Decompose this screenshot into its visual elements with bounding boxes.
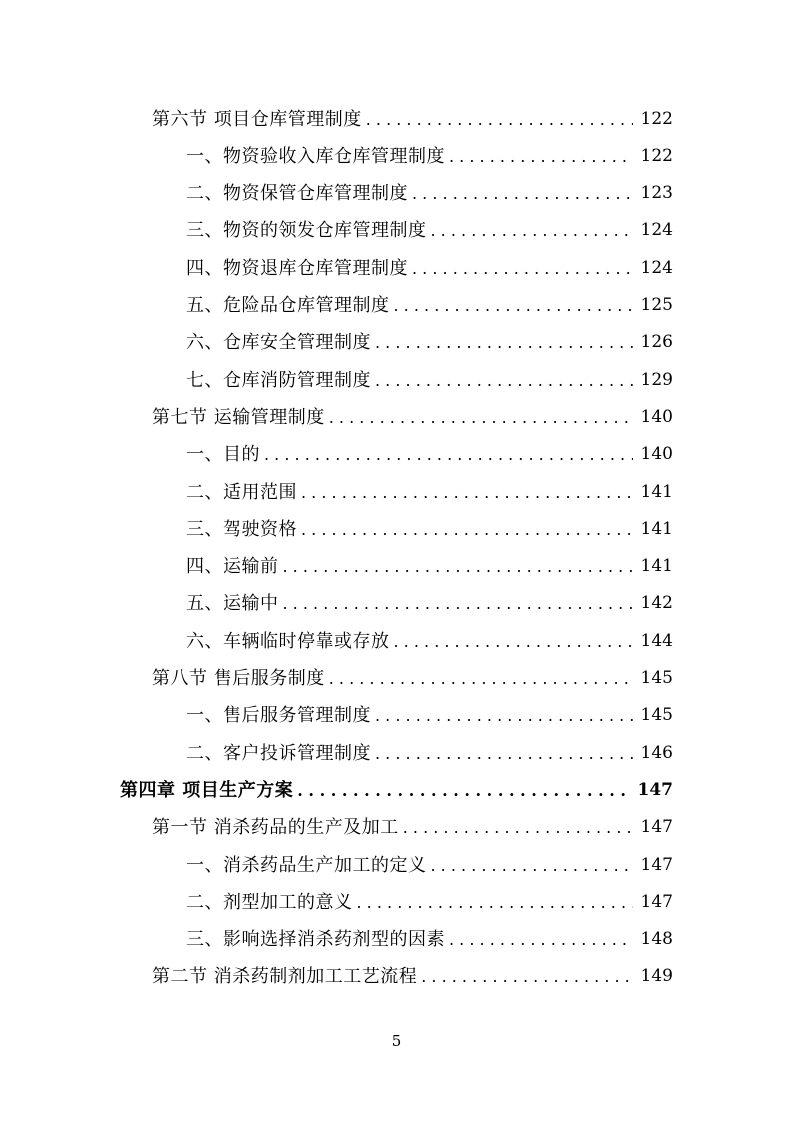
toc-entry[interactable] [152,958,673,995]
toc-entry-page: 145 [640,705,673,726]
toc-leader-dots [394,623,633,660]
toc-entry[interactable] [186,623,673,660]
toc-leader-dots [375,324,633,361]
toc-entry[interactable] [186,138,673,175]
toc-entry-page: 147 [640,891,673,912]
toc-entry[interactable] [186,212,673,249]
toc-entry-title: 二、适用范围 [186,481,297,503]
toc-entry-title: 三、影响选择消杀药剂型的因素 [186,929,445,951]
toc-entry[interactable] [186,585,673,622]
toc-entry[interactable] [152,660,673,697]
toc-entry-page: 145 [640,668,673,688]
toc-entry[interactable] [186,548,673,585]
toc-leader-dots [297,772,629,809]
toc-entry-title: 二、物资保管仓库管理制度 [186,183,408,205]
toc-leader-dots [366,101,633,138]
toc-entry[interactable] [186,847,673,884]
toc-entry[interactable] [186,287,673,324]
toc-entry-title: 七、仓库消防管理制度 [186,369,371,391]
toc-entry[interactable] [186,511,673,548]
toc-entry-page: 147 [640,854,673,875]
toc-entry-page: 146 [640,742,673,763]
toc-entry-page: 141 [640,481,673,502]
toc-leader-dots [375,362,633,399]
toc-entry-title: 第八节 售后服务制度 [152,668,325,689]
toc-entry-page: 149 [640,966,673,987]
toc-leader-dots [283,585,633,622]
toc-entry-title: 一、物资验收入库仓库管理制度 [186,145,445,167]
toc-leader-dots [403,809,633,846]
toc-entry-title: 四、运输前 [186,556,279,578]
toc-entry[interactable] [186,921,673,958]
toc-leader-dots [329,660,633,697]
toc-leader-dots [449,138,633,175]
toc-entry-page: 147 [637,779,673,800]
toc-entry-page: 124 [640,257,673,278]
toc-leader-dots [283,548,633,585]
toc-entry-page: 142 [640,593,673,614]
toc-leader-dots [431,847,633,884]
toc-entry-page: 126 [640,332,673,353]
toc-entry[interactable] [186,250,673,287]
toc-entry[interactable] [186,436,673,473]
toc-entry-page: 124 [640,220,673,241]
toc-entry-title: 第一节 消杀药品的生产及加工 [152,817,399,839]
toc-entry-page: 122 [640,145,673,166]
toc-entry-page: 122 [640,108,673,129]
toc-entry[interactable] [120,772,673,809]
toc-entry-title: 第二节 消杀药制剂加工工艺流程 [152,966,418,988]
toc-entry-title: 四、物资退库仓库管理制度 [186,257,408,279]
toc-entry-page: 129 [640,369,673,390]
toc-leader-dots [375,697,633,734]
toc-entry-page: 125 [640,295,673,315]
toc-entry-page: 140 [640,406,673,427]
toc-leader-dots [301,474,633,511]
toc-entry-title: 六、仓库安全管理制度 [186,332,371,354]
toc-entry-title: 二、客户投诉管理制度 [186,742,371,764]
toc-entry[interactable] [186,175,673,212]
toc-entry-title: 三、物资的领发仓库管理制度 [186,220,427,242]
toc-entry-page: 123 [640,183,673,204]
toc-entry-page: 147 [640,817,673,838]
toc-leader-dots [421,958,632,995]
toc-entry[interactable] [152,399,673,436]
toc-leader-dots [264,436,633,473]
toc-entry-page: 144 [640,630,673,651]
toc-entry-title: 五、危险品仓库管理制度 [186,295,390,316]
toc-leader-dots [412,250,633,287]
toc-leader-dots [329,399,633,436]
toc-entry[interactable] [186,697,673,734]
toc-entry-title: 五、运输中 [186,593,279,615]
page-number: 5 [391,1032,402,1050]
toc-entry-title: 二、剂型加工的意义 [186,891,353,913]
toc-entry-page: 148 [640,929,673,950]
toc-leader-dots [449,921,633,958]
toc-leader-dots [431,212,633,249]
toc-entry-title: 第四章 项目生产方案 [120,779,294,801]
toc-entry-title: 一、消杀药品生产加工的定义 [186,854,427,876]
toc-entry[interactable] [186,474,673,511]
toc-entry-title: 六、车辆临时停靠或存放 [186,630,390,652]
toc-entry-page: 141 [640,556,673,577]
toc-leader-dots [394,287,633,324]
toc-entry-title: 第七节 运输管理制度 [152,406,325,428]
toc-leader-dots [412,175,633,212]
toc-entry-title: 第六节 项目仓库管理制度 [152,108,362,130]
toc-entry[interactable] [186,735,673,772]
toc-entry[interactable] [186,362,673,399]
toc-entry-title: 三、驾驶资格 [186,518,297,540]
toc-leader-dots [375,735,633,772]
toc-leader-dots [301,511,633,548]
toc-entry[interactable] [186,884,673,921]
toc-entry-title: 一、目的 [186,444,260,466]
toc-entry-title: 一、售后服务管理制度 [186,705,371,727]
toc-entry-page: 141 [640,518,673,539]
toc-leader-dots [357,884,633,921]
toc-entry[interactable] [152,809,673,846]
toc-entry-page: 140 [640,444,673,465]
toc-entry[interactable] [186,324,673,361]
toc-entry[interactable] [152,101,673,138]
